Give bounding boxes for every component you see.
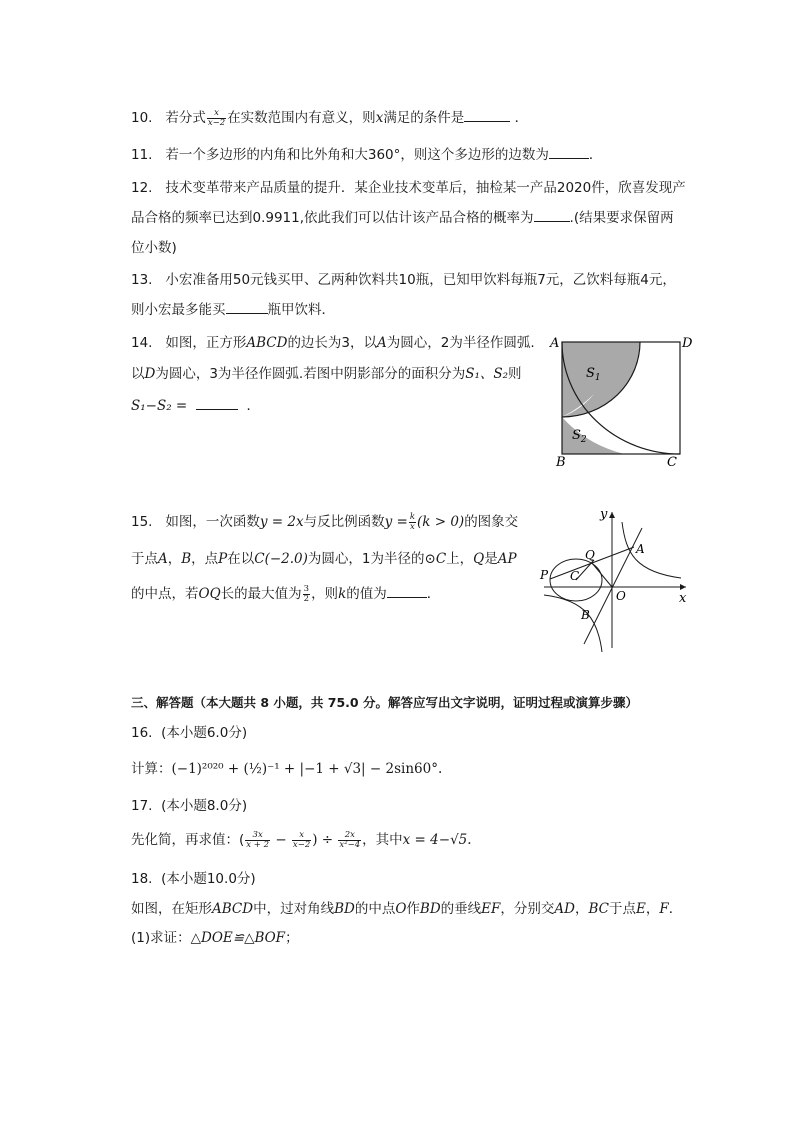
label-s2: $S_2$ — [572, 428, 587, 445]
question-15-line-3: 的中点，若OQ长的最大值为 $\frac{3}{2}$ ，则k的值为 ． — [131, 583, 441, 604]
q17-number: 17. — [131, 798, 153, 814]
question-14-line-3: S₁−S₂ = ． — [131, 398, 260, 414]
question-14-line-2: 以D为圆心，3为半径作圆弧.若图中阴影部分的面积分为S₁、S₂则 — [131, 366, 522, 382]
q11-answer-blank — [549, 146, 589, 159]
shaded-region-s1 — [562, 342, 640, 417]
label-q: Q — [585, 548, 595, 562]
question-15-line-1: 15. 如图，一次函数y = 2x与反比例函数y = $\frac{k}{x}$ (k > 0)的图象交 — [131, 511, 519, 532]
label-p: P — [540, 568, 549, 582]
line-y-2x — [584, 528, 642, 644]
q11-number: 11. — [131, 147, 153, 163]
q10-fraction: $\frac{x}{x-2}$ — [207, 107, 226, 128]
q18-number: 18. — [131, 871, 153, 887]
question-12-line-1: 12. 技术变革带来产品质量的提升．某企业技术变革后，抽检某一产品2020件，欣喜发现产 — [131, 180, 686, 196]
question-11: 11. 若一个多边形的内角和比外角和大360°，则这个多边形的边数为 ． — [131, 147, 603, 163]
q12-number: 12. — [131, 180, 153, 196]
question-16-expression: 计算：(−1)²⁰²⁰ + (½)⁻¹ + |−1 + √3| − 2sin60°. — [131, 761, 443, 777]
question-15-line-2: 于点A，B，点P在以C(−2.0)为圆心，1为半径的⊙C上，Q是AP — [131, 551, 517, 567]
q14-figure — [548, 333, 698, 473]
q15-figure — [536, 504, 696, 652]
section-3-heading: 三、解答题（本大题共 8 小题，共 75.0 分。解答应写出文字说明，证明过程或演算步骤） — [131, 695, 638, 710]
q13-answer-blank — [226, 301, 268, 314]
question-18-score: 18. (本小题10.0分) — [131, 871, 256, 887]
question-18-line-2: (1)求证：△DOE≌△BOF； — [131, 930, 299, 946]
question-12-line-3: 位小数) — [131, 240, 177, 256]
question-10: 10. 若分式 $\frac{x}{x-2}$ 在实数范围内有意义，则x满足的条件是 ． — [131, 107, 529, 128]
q14-number: 14. — [131, 335, 153, 351]
question-13-line-1: 13. 小宏准备用50元钱买甲、乙两种饮料共10瓶，已知甲饮料每瓶7元，乙饮料每瓶4元， — [131, 272, 676, 288]
q10-number: 10. — [131, 110, 153, 126]
question-17-score: 17. (本小题8.0分) — [131, 798, 248, 814]
q14-answer-blank — [196, 397, 238, 410]
label-c: C — [667, 455, 677, 470]
label-a: A — [550, 336, 560, 351]
label-b: B — [556, 455, 566, 470]
hyperbola-branch-2 — [544, 595, 602, 652]
label-o: O — [616, 589, 626, 603]
label-y: y — [600, 507, 608, 522]
label-c-fig: C — [570, 569, 580, 583]
q16-number: 16. — [131, 725, 153, 741]
question-18-line-1: 如图，在矩形ABCD中，过对角线BD的中点O作BD的垂线EF，分别交AD，BC于点E，F． — [131, 901, 683, 917]
q15-answer-blank — [387, 585, 427, 598]
question-14-line-1: 14. 如图，正方形ABCD的边长为3，以A为圆心，2为半径作圆弧. — [131, 335, 535, 351]
label-b-fig: B — [581, 608, 590, 622]
q10-answer-blank — [464, 109, 510, 122]
q13-number: 13. — [131, 272, 153, 288]
label-x: x — [679, 591, 687, 606]
q15-number: 15. — [131, 514, 153, 530]
question-16-score: 16. (本小题6.0分) — [131, 725, 248, 741]
question-13-line-2: 则小宏最多能买 瓶甲饮料． — [131, 302, 335, 318]
label-d: D — [682, 336, 693, 351]
label-a-fig: A — [636, 542, 645, 556]
q12-answer-blank — [534, 209, 570, 222]
label-s1: $S_1$ — [586, 366, 601, 383]
question-17-expression: 先化简，再求值：( $\frac{3x}{x + 2}$ − $\frac{x}{x-2}$ ) ÷ $\frac{2x}{\text{x²−4}}$ ，其中x = 4−√5. — [131, 829, 472, 850]
question-12-line-2: 品合格的频率已达到0.9911,依此我们可以估计该产品合格的概率为 .(结果要求保留两 — [131, 210, 674, 226]
